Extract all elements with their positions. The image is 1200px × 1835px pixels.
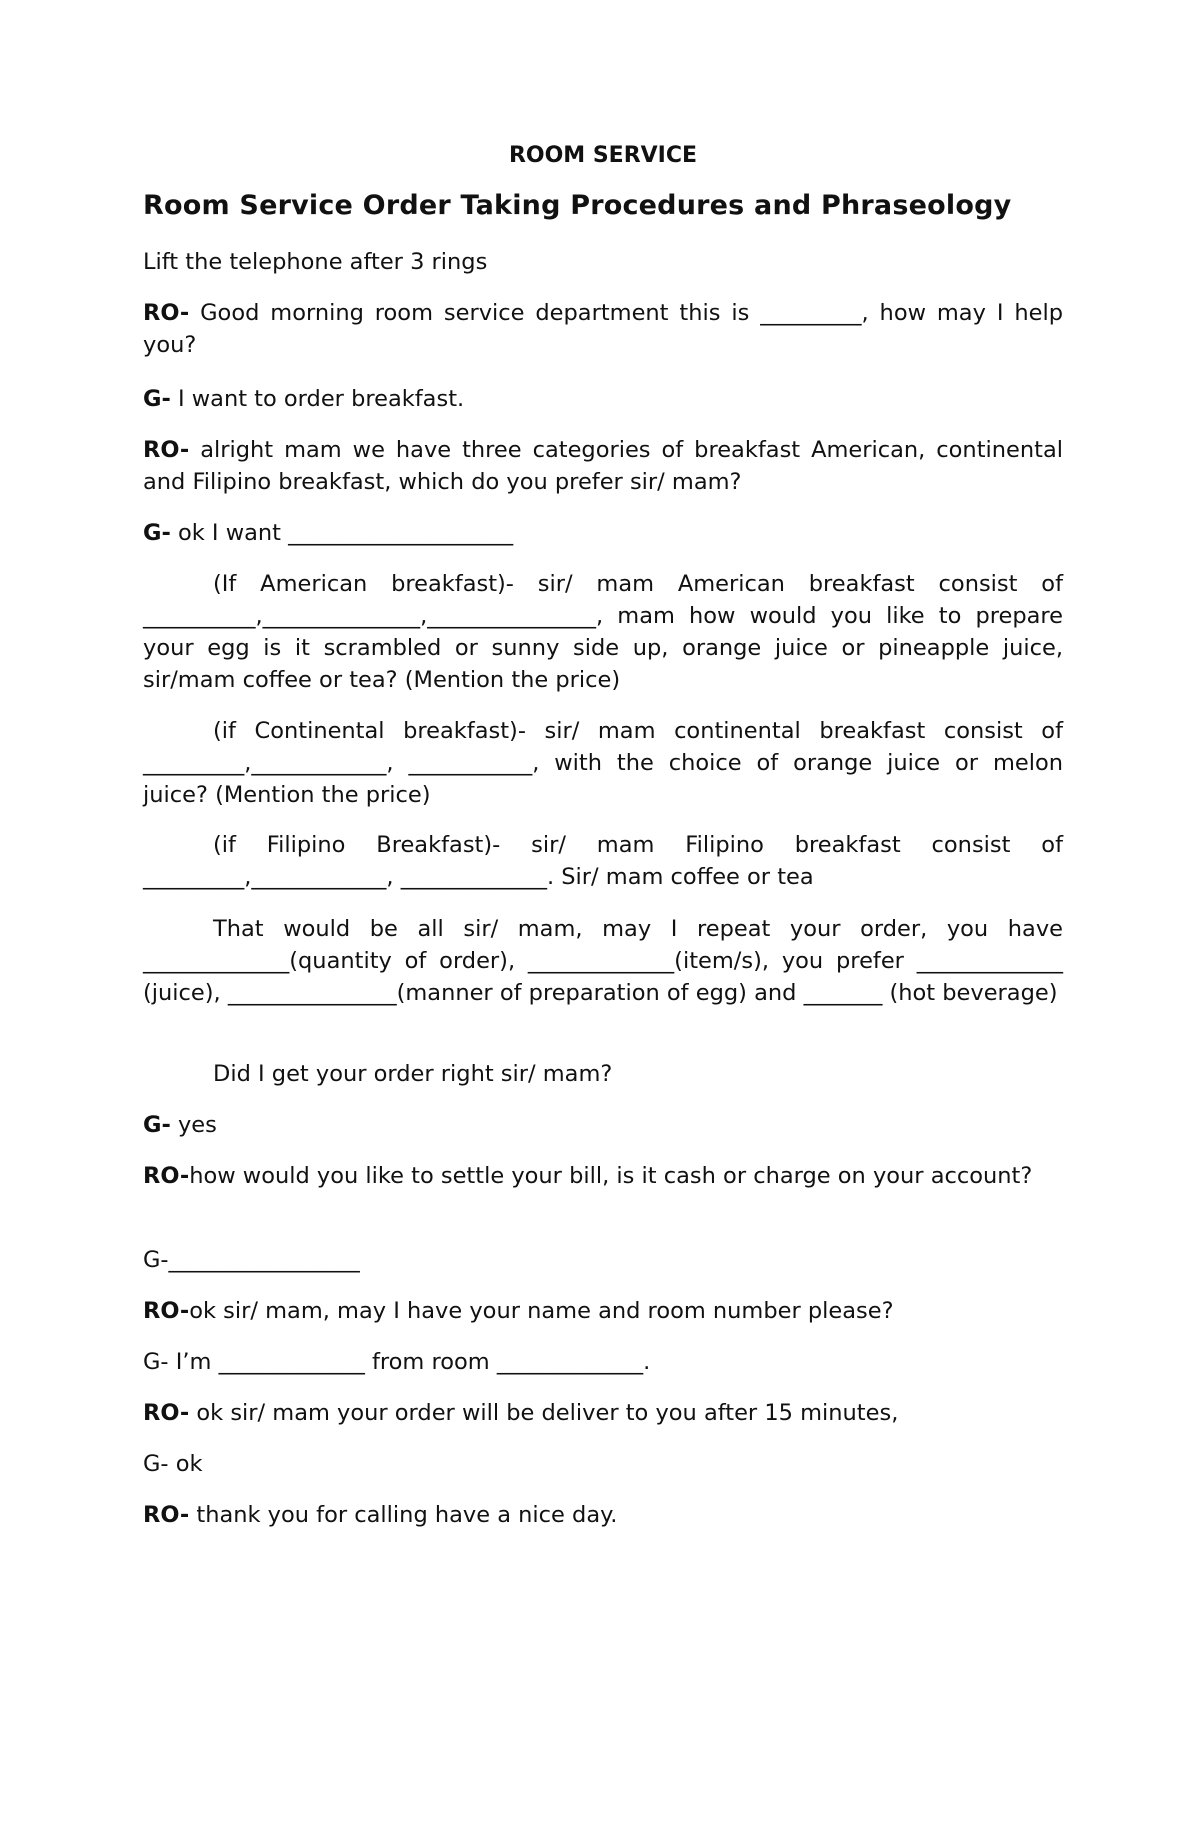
dialogue-line <box>143 383 1063 415</box>
line-text: I want to order breakfast. <box>170 386 465 412</box>
confirm-order-line: Did I get your order right sir/ mam? <box>213 1061 613 1087</box>
dialogue-line <box>143 517 1063 549</box>
continental-breakfast-paragraph: (if Continental breakfast)- sir/ mam continental breakfast consist of _________,____________, ___________, with the choice of orange juice or melon juice? (Mention the price) <box>143 718 1063 808</box>
speaker-label: G- <box>143 520 171 546</box>
dialogue-line <box>143 1499 1063 1531</box>
dialogue-line <box>143 1295 1063 1327</box>
speaker-label: RO- <box>143 1163 190 1189</box>
dialogue-line <box>143 1397 1063 1429</box>
speaker-label: RO- <box>143 1400 190 1426</box>
dialogue-line: G- ok <box>143 1451 203 1477</box>
speaker-label: RO- <box>143 300 190 326</box>
dialogue-line: G- I’m _____________ from room _____________. <box>143 1349 651 1375</box>
dialogue-line <box>143 1160 1063 1192</box>
speaker-label: G- <box>143 386 171 412</box>
line-text: ok I want ____________________ <box>170 520 514 546</box>
line-text: how would you like to settle your bill, is it cash or charge on your account? <box>189 1163 1033 1189</box>
dialogue-line <box>143 434 1063 498</box>
line-text: yes <box>170 1112 217 1138</box>
repeat-order-paragraph: That would be all sir/ mam, may I repeat your order, you have _____________(quantity of order), _____________(item/s), you prefer _____________ (juice), _______________(manner of preparation of egg) and _______ (hot beverage) <box>143 916 1063 1006</box>
speaker-label: RO- <box>143 1502 190 1528</box>
page-title: ROOM SERVICE <box>508 143 698 168</box>
dialogue-line <box>143 1109 1063 1141</box>
american-breakfast-paragraph: (If American breakfast)- sir/ mam American breakfast consist of __________,______________,_______________, mam how would you like to prepare your egg is it scrambled or sunny side up, orange juice or pineapple juice, sir/mam coffee or tea? (Mention the price) <box>143 571 1063 693</box>
line-text: ok sir/ mam, may I have your name and room number please? <box>189 1298 894 1324</box>
page-subtitle: Room Service Order Taking Procedures and Phraseology <box>143 190 1012 221</box>
line-text: Good morning room service department this is _________, how may I help you? <box>143 300 1063 358</box>
dialogue-line <box>143 297 1063 361</box>
line-text: Lift the telephone after 3 rings <box>143 249 488 275</box>
speaker-label: RO- <box>143 437 190 463</box>
instruction-line <box>143 246 1063 278</box>
line-text: alright mam we have three categories of breakfast American, continental and Filipino breakfast, which do you prefer sir/ mam? <box>143 437 1063 495</box>
speaker-label: RO- <box>143 1298 190 1324</box>
dialogue-line: G-_________________ <box>143 1247 360 1273</box>
line-text: thank you for calling have a nice day. <box>189 1502 618 1528</box>
line-text: ok sir/ mam your order will be deliver to you after 15 minutes, <box>189 1400 899 1426</box>
speaker-label: G- <box>143 1112 171 1138</box>
filipino-breakfast-paragraph: (if Filipino Breakfast)- sir/ mam Filipino breakfast consist of _________,____________, _____________. Sir/ mam coffee or tea <box>143 832 1063 890</box>
